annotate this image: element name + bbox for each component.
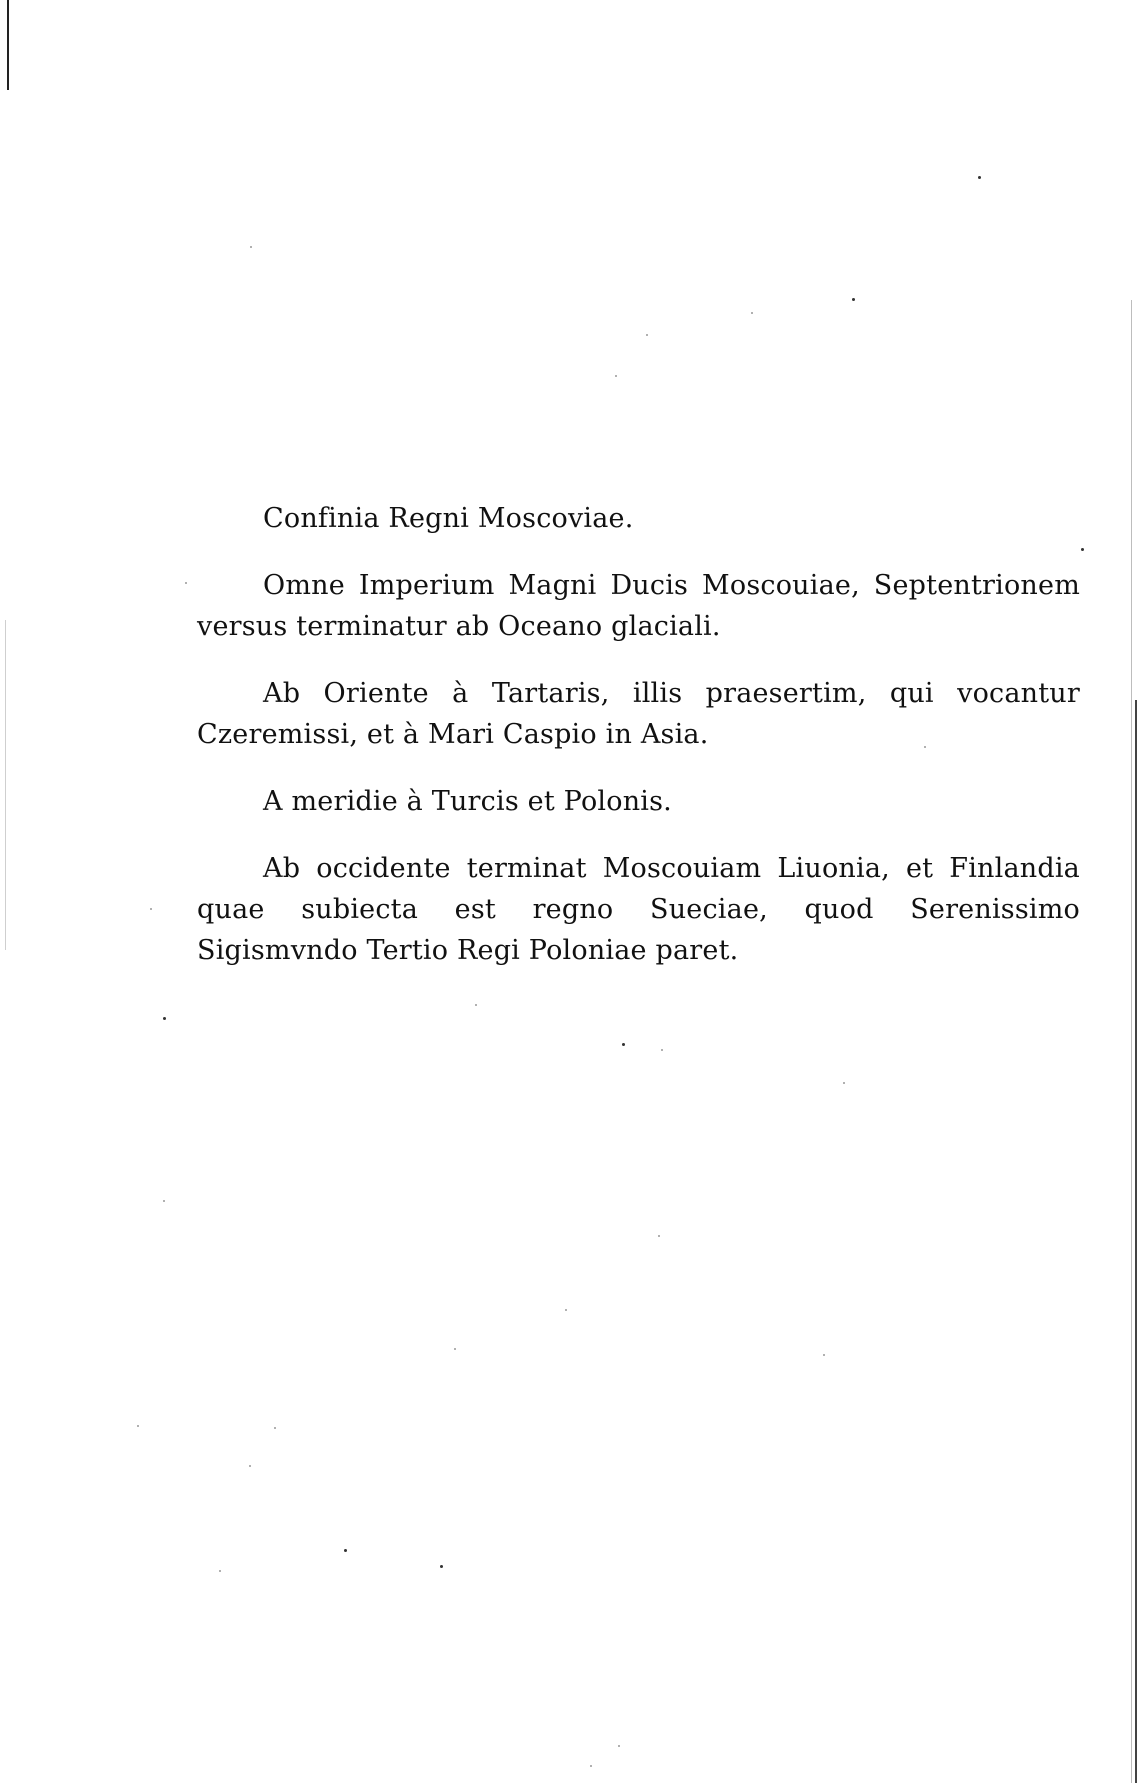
scan-speck xyxy=(618,1745,620,1747)
scan-edge-right-faint xyxy=(1131,300,1132,1783)
scan-speck xyxy=(163,1017,166,1020)
scan-speck xyxy=(475,1004,477,1006)
scan-speck xyxy=(590,1765,592,1767)
scan-edge-left xyxy=(7,0,9,90)
paragraph-west: Ab occidente terminat Moscouiam Liuonia, et Finlandia quae subiecta est regno Sueciae, quod Serenissimo Sigismvndo Tertio Regi Poloniae paret. xyxy=(197,853,1080,966)
scan-speck xyxy=(250,246,252,248)
scan-speck xyxy=(249,1465,251,1467)
scan-edge-left-faint xyxy=(5,620,6,950)
paragraph-south: A meridie à Turcis et Polonis. xyxy=(263,786,672,817)
scan-speck xyxy=(565,1309,567,1311)
scan-speck xyxy=(163,1200,165,1202)
scan-speck xyxy=(823,1354,825,1356)
scan-speck xyxy=(622,1043,625,1046)
scan-speck xyxy=(185,582,187,584)
scan-speck xyxy=(661,1049,663,1051)
scan-speck xyxy=(219,1570,221,1572)
scan-speck xyxy=(274,1427,276,1429)
scan-speck xyxy=(843,1082,845,1084)
text-block xyxy=(197,498,1080,997)
scan-speck xyxy=(852,298,855,301)
scan-speck xyxy=(751,312,753,314)
scan-speck xyxy=(1081,548,1084,551)
scan-edge-right xyxy=(1135,700,1137,1783)
scan-speck xyxy=(978,176,981,179)
scan-speck xyxy=(658,1235,660,1237)
page-heading: Confinia Regni Moscoviae. xyxy=(263,503,634,534)
scan-speck xyxy=(137,1425,139,1427)
paragraph-east: Ab Oriente à Tartaris, illis praesertim, qui vocantur Czeremissi, et à Mari Caspio in Asia. xyxy=(197,678,1080,750)
scan-speck xyxy=(646,334,648,336)
scan-speck xyxy=(454,1348,456,1350)
scan-speck xyxy=(615,375,617,377)
paragraph-north: Omne Imperium Magni Ducis Moscouiae, Septentrionem versus terminatur ab Oceano glaciali. xyxy=(197,570,1080,642)
scan-speck xyxy=(344,1549,347,1552)
scan-speck xyxy=(440,1565,443,1568)
scan-speck xyxy=(150,908,152,910)
